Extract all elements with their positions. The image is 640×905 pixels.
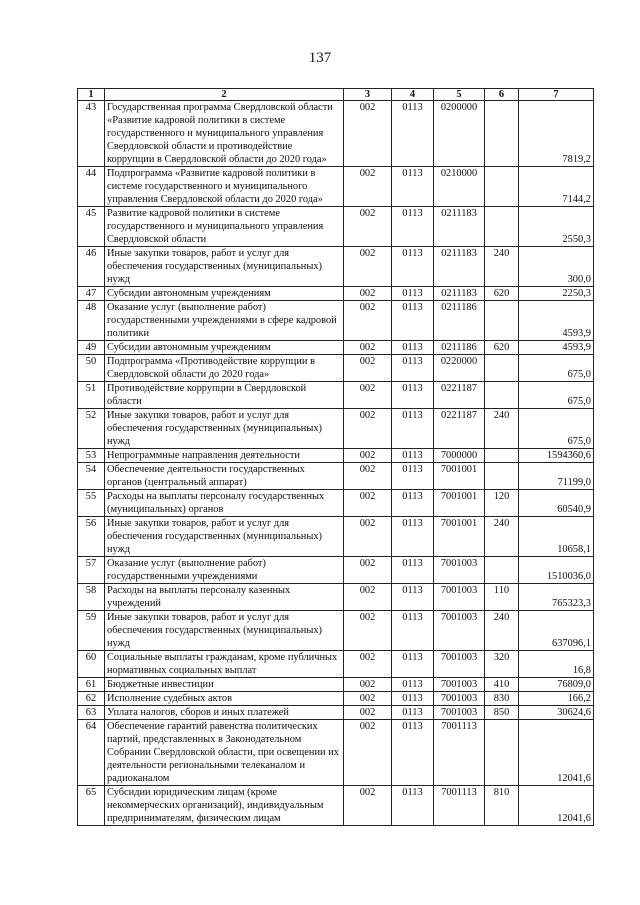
target-article-cell: 7001113 [434,786,485,826]
table-row [78,584,594,611]
section-code-cell: 0113 [392,786,434,826]
row-number-cell: 44 [78,167,105,207]
description-cell: Иные закупки товаров, работ и услуг для обеспечения государственных (муниципальных) нужд [105,517,344,557]
expense-type-cell: 240 [485,611,519,651]
amount-cell: 7819,2 [519,101,594,167]
expense-type-cell [485,207,519,247]
row-number-cell: 62 [78,692,105,706]
description-cell: Обеспечение гарантий равенства политических партий, представленных в Законодательном Собрании Свердловской области, при освещении их деятельности региональными телеканалом и радиоканалом [105,720,344,786]
expense-type-cell: 620 [485,287,519,301]
section-code-cell: 0113 [392,101,434,167]
section-code-cell: 0113 [392,720,434,786]
ministry-code-cell: 002 [344,301,392,341]
description-cell: Иные закупки товаров, работ и услуг для обеспечения государственных (муниципальных) нужд [105,611,344,651]
table-row [78,611,594,651]
section-code-cell: 0113 [392,517,434,557]
amount-cell: 71199,0 [519,463,594,490]
description-cell: Иные закупки товаров, работ и услуг для обеспечения государственных (муниципальных) нужд [105,247,344,287]
target-article-cell: 7001001 [434,517,485,557]
section-code-cell: 0113 [392,678,434,692]
amount-cell: 12041,6 [519,720,594,786]
row-number-cell: 47 [78,287,105,301]
section-code-cell: 0113 [392,706,434,720]
amount-cell: 12041,6 [519,786,594,826]
expense-type-cell [485,463,519,490]
amount-cell: 765323,3 [519,584,594,611]
row-number-cell: 63 [78,706,105,720]
section-code-cell: 0113 [392,611,434,651]
expense-type-cell: 830 [485,692,519,706]
description-cell: Оказание услуг (выполнение работ) государственными учреждениями в сфере кадровой политики [105,301,344,341]
description-cell: Иные закупки товаров, работ и услуг для обеспечения государственных (муниципальных) нужд [105,409,344,449]
row-number-cell: 59 [78,611,105,651]
table-row [78,167,594,207]
description-cell: Расходы на выплаты персоналу государственных (муниципальных) органов [105,490,344,517]
row-number-cell: 64 [78,720,105,786]
target-article-cell: 0211183 [434,247,485,287]
row-number-cell: 43 [78,101,105,167]
header-cell: 4 [392,89,434,101]
target-article-cell: 7001003 [434,584,485,611]
ministry-code-cell: 002 [344,692,392,706]
amount-cell: 675,0 [519,409,594,449]
table-row [78,517,594,557]
section-code-cell: 0113 [392,287,434,301]
description-cell: Обеспечение деятельности государственных органов (центральный аппарат) [105,463,344,490]
target-article-cell: 7001003 [434,611,485,651]
row-number-cell: 50 [78,355,105,382]
table-row [78,557,594,584]
amount-cell: 60540,9 [519,490,594,517]
ministry-code-cell: 002 [344,341,392,355]
description-cell: Уплата налогов, сборов и иных платежей [105,706,344,720]
target-article-cell: 7000000 [434,449,485,463]
amount-cell: 4593,9 [519,341,594,355]
target-article-cell: 7001001 [434,463,485,490]
expense-type-cell [485,720,519,786]
row-number-cell: 53 [78,449,105,463]
header-cell: 2 [105,89,344,101]
ministry-code-cell: 002 [344,786,392,826]
header-cell: 5 [434,89,485,101]
expense-type-cell: 410 [485,678,519,692]
section-code-cell: 0113 [392,557,434,584]
table-row [78,101,594,167]
section-code-cell: 0113 [392,301,434,341]
description-cell: Субсидии автономным учреждениям [105,341,344,355]
table-row [78,692,594,706]
description-cell: Подпрограмма «Противодействие коррупции в Свердловской области до 2020 года» [105,355,344,382]
amount-cell: 16,8 [519,651,594,678]
table-row [78,720,594,786]
table-row [78,449,594,463]
target-article-cell: 7001001 [434,490,485,517]
table-row [78,786,594,826]
amount-cell: 7144,2 [519,167,594,207]
table-header-row [78,89,594,101]
table-row [78,409,594,449]
expense-type-cell: 240 [485,517,519,557]
expense-type-cell [485,101,519,167]
table-row [78,341,594,355]
expense-type-cell: 850 [485,706,519,720]
expense-type-cell [485,301,519,341]
description-cell: Государственная программа Свердловской области «Развитие кадровой политики в системе государственного и муниципального управления Свердловской области и противодействие коррупции в Свердловской области до 2020 года» [105,101,344,167]
description-cell: Субсидии автономным учреждениям [105,287,344,301]
section-code-cell: 0113 [392,490,434,517]
description-cell: Развитие кадровой политики в системе государственного и муниципального управления Свердловской области [105,207,344,247]
amount-cell: 675,0 [519,382,594,409]
expense-type-cell: 110 [485,584,519,611]
expense-type-cell [485,355,519,382]
row-number-cell: 49 [78,341,105,355]
section-code-cell: 0113 [392,341,434,355]
amount-cell: 1510036,0 [519,557,594,584]
amount-cell: 4593,9 [519,301,594,341]
row-number-cell: 52 [78,409,105,449]
ministry-code-cell: 002 [344,449,392,463]
section-code-cell: 0113 [392,355,434,382]
row-number-cell: 65 [78,786,105,826]
ministry-code-cell: 002 [344,463,392,490]
table-row [78,382,594,409]
ministry-code-cell: 002 [344,355,392,382]
target-article-cell: 0200000 [434,101,485,167]
expense-type-cell [485,557,519,584]
row-number-cell: 58 [78,584,105,611]
target-article-cell: 0221187 [434,382,485,409]
section-code-cell: 0113 [392,207,434,247]
description-cell: Исполнение судебных актов [105,692,344,706]
expense-type-cell: 240 [485,247,519,287]
row-number-cell: 51 [78,382,105,409]
row-number-cell: 57 [78,557,105,584]
table-row [78,463,594,490]
target-article-cell: 7001003 [434,651,485,678]
row-number-cell: 55 [78,490,105,517]
row-number-cell: 56 [78,517,105,557]
ministry-code-cell: 002 [344,382,392,409]
section-code-cell: 0113 [392,463,434,490]
description-cell: Расходы на выплаты персоналу казенных учреждений [105,584,344,611]
section-code-cell: 0113 [392,692,434,706]
table-row [78,247,594,287]
amount-cell: 675,0 [519,355,594,382]
target-article-cell: 0211186 [434,301,485,341]
amount-cell: 300,0 [519,247,594,287]
target-article-cell: 0211183 [434,207,485,247]
ministry-code-cell: 002 [344,167,392,207]
amount-cell: 2550,3 [519,207,594,247]
description-cell: Бюджетные инвестиции [105,678,344,692]
ministry-code-cell: 002 [344,611,392,651]
header-cell: 3 [344,89,392,101]
target-article-cell: 7001003 [434,706,485,720]
row-number-cell: 60 [78,651,105,678]
row-number-cell: 61 [78,678,105,692]
section-code-cell: 0113 [392,651,434,678]
ministry-code-cell: 002 [344,207,392,247]
header-cell: 7 [519,89,594,101]
amount-cell: 2250,3 [519,287,594,301]
ministry-code-cell: 002 [344,247,392,287]
expense-type-cell: 620 [485,341,519,355]
ministry-code-cell: 002 [344,678,392,692]
amount-cell: 637096,1 [519,611,594,651]
description-cell: Непрограммные направления деятельности [105,449,344,463]
description-cell: Субсидии юридическим лицам (кроме некоммерческих организаций), индивидуальным предпринимателям, физическим лицам [105,786,344,826]
header-cell: 1 [78,89,105,101]
expense-type-cell [485,382,519,409]
table-row [78,301,594,341]
page-number: 137 [308,50,332,66]
description-cell: Противодействие коррупции в Свердловской области [105,382,344,409]
ministry-code-cell: 002 [344,101,392,167]
ministry-code-cell: 002 [344,557,392,584]
section-code-cell: 0113 [392,247,434,287]
header-cell: 6 [485,89,519,101]
row-number-cell: 45 [78,207,105,247]
expense-type-cell [485,167,519,207]
row-number-cell: 46 [78,247,105,287]
amount-cell: 1594360,6 [519,449,594,463]
section-code-cell: 0113 [392,167,434,207]
ministry-code-cell: 002 [344,517,392,557]
table-row [78,678,594,692]
target-article-cell: 0221187 [434,409,485,449]
section-code-cell: 0113 [392,382,434,409]
section-code-cell: 0113 [392,409,434,449]
expense-type-cell: 120 [485,490,519,517]
ministry-code-cell: 002 [344,584,392,611]
target-article-cell: 0220000 [434,355,485,382]
description-cell: Подпрограмма «Развитие кадровой политики в системе государственного и муниципального управления Свердловской области до 2020 года» [105,167,344,207]
target-article-cell: 7001003 [434,678,485,692]
target-article-cell: 0211186 [434,341,485,355]
budget-table [77,88,594,826]
ministry-code-cell: 002 [344,409,392,449]
amount-cell: 10658,1 [519,517,594,557]
target-article-cell: 0211183 [434,287,485,301]
table-row [78,355,594,382]
section-code-cell: 0113 [392,584,434,611]
table-row [78,651,594,678]
target-article-cell: 7001003 [434,557,485,584]
table-row [78,706,594,720]
section-code-cell: 0113 [392,449,434,463]
description-cell: Социальные выплаты гражданам, кроме публичных нормативных социальных выплат [105,651,344,678]
table-row [78,287,594,301]
ministry-code-cell: 002 [344,651,392,678]
expense-type-cell [485,449,519,463]
ministry-code-cell: 002 [344,287,392,301]
expense-type-cell: 240 [485,409,519,449]
table-row [78,207,594,247]
target-article-cell: 7001003 [434,692,485,706]
description-cell: Оказание услуг (выполнение работ) государственными учреждениями [105,557,344,584]
ministry-code-cell: 002 [344,706,392,720]
amount-cell: 166,2 [519,692,594,706]
table-row [78,490,594,517]
amount-cell: 30624,6 [519,706,594,720]
expense-type-cell: 320 [485,651,519,678]
ministry-code-cell: 002 [344,490,392,517]
row-number-cell: 48 [78,301,105,341]
target-article-cell: 0210000 [434,167,485,207]
ministry-code-cell: 002 [344,720,392,786]
target-article-cell: 7001113 [434,720,485,786]
amount-cell: 76809,0 [519,678,594,692]
row-number-cell: 54 [78,463,105,490]
expense-type-cell: 810 [485,786,519,826]
